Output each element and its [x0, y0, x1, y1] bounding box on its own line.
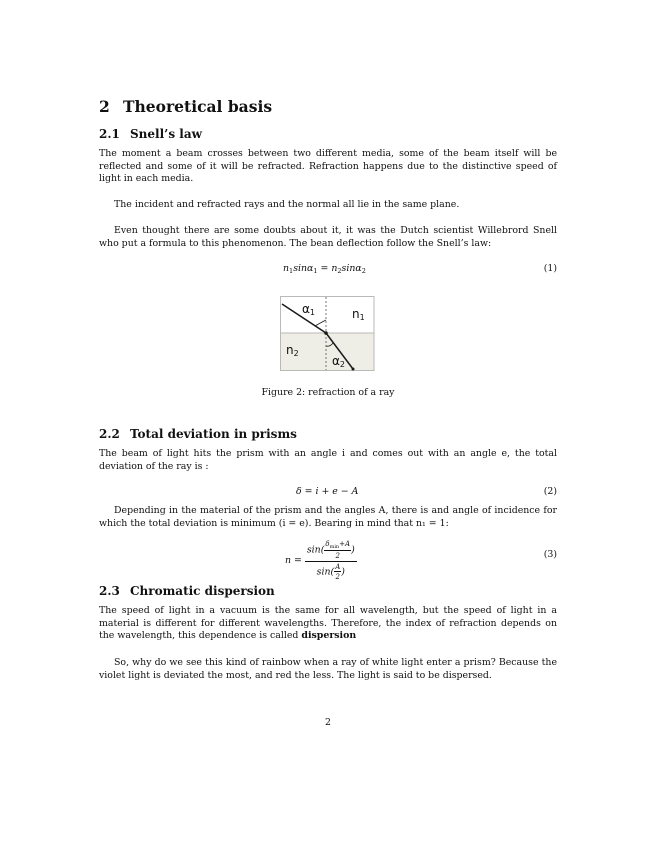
ray-end-point: [352, 368, 355, 371]
equation-number: (1): [543, 263, 557, 274]
paragraph-prism-2: Depending in the material of the prism and the angles A, there is and angle of incidence for which the total deviation is minimum (i = e). Bearing in mind that n₁ = 1:: [99, 505, 557, 529]
angle-arc-1: [315, 320, 326, 326]
dispersion-term: dispersion: [301, 630, 357, 642]
paragraph-prism-1: The beam of light hits the prism with an angle i and comes out with an angle e, the total deviation of the ray is :: [99, 448, 557, 472]
equation-snell: [99, 263, 557, 277]
page-number: 2: [325, 717, 331, 728]
subsection-title: Snell’s law: [130, 127, 202, 141]
paragraph-dispersion-2: So, why do we see this kind of rainbow when a ray of white light enter a prism? Because the violet light is deviated the most, and red the less. The light is said to be dispersed.: [99, 657, 557, 681]
equation-index: [99, 540, 557, 581]
alpha1-label: $\alpha_1$: [302, 302, 316, 317]
subsection-number: 2.2: [99, 427, 120, 441]
equation-number: (2): [543, 486, 557, 497]
equation-snell-formula: $n_1\sin\alpha_1 = n_2\sin\alpha_2$: [283, 263, 366, 275]
equation-number: (3): [543, 549, 557, 560]
refraction-figure: [280, 296, 375, 372]
equation-index-formula: n = sin( $\frac{\delta_{min}+A}{2}$ ) sin( $\frac{A}{2}$ ): [285, 540, 355, 581]
n1-label: $n_1$: [352, 307, 365, 322]
paragraph-snell-3: Even thought there are some doubts about it, it was the Dutch scientist Willebrord Snell who put a formula to this phenomenon. The bean deflection follow the Snell’s law:: [99, 225, 557, 249]
section-heading: [99, 97, 272, 116]
equation-deviation: [99, 486, 557, 500]
incidence-point: [324, 331, 328, 335]
subsection-title: Chromatic dispersion: [130, 584, 275, 598]
subsection-number: 2.3: [99, 584, 120, 598]
paragraph-dispersion-1: The speed of light in a vacuum is the same for all wavelength, but the speed of light in a material is different for different wavelengths. Therefore, the index of refraction depends on the wavelength, this dependence is called dispersion: [99, 605, 557, 642]
paragraph-snell-2: The incident and refracted rays and the normal all lie in the same plane.: [114, 199, 460, 210]
subsection-heading-prisms: [99, 427, 297, 441]
subsection-heading-dispersion: [99, 584, 275, 598]
subsection-heading-snell: [99, 127, 202, 141]
subsection-title: Total deviation in prisms: [130, 427, 297, 441]
section-number: 2: [99, 97, 110, 116]
paragraph-snell-1: The moment a beam crosses between two different media, some of the beam itself will be reflected and some of it will be refracted. Refraction happens due to the distinctive speed of light in each media.: [99, 148, 557, 185]
n2-label: $n_2$: [286, 343, 299, 358]
subsection-number: 2.1: [99, 127, 120, 141]
figure-caption: Figure 2: refraction of a ray: [261, 387, 395, 398]
equation-deviation-formula: δ = i + e − A: [296, 486, 359, 497]
section-title: Theoretical basis: [123, 97, 273, 116]
alpha2-label: $\alpha_2$: [332, 354, 346, 369]
